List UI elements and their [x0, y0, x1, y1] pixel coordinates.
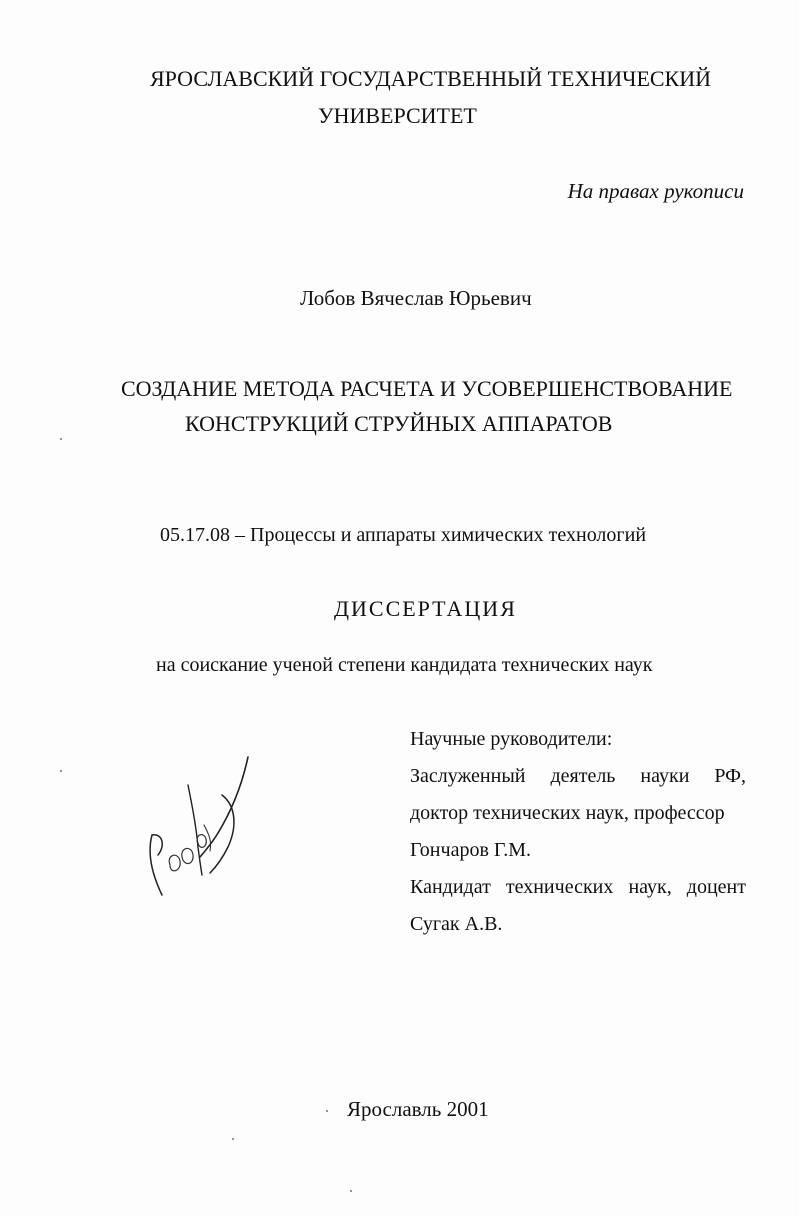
supervisor-2-title-word: доцент: [686, 876, 746, 898]
supervisor-2-title-word: технических: [505, 876, 614, 898]
document-type: ДИССЕРТАЦИЯ: [334, 596, 517, 621]
dissertation-title-line2: КОНСТРУКЦИЙ СТРУЙНЫХ АППАРАТОВ: [185, 411, 613, 436]
author-name: Лобов Вячеслав Юрьевич: [300, 286, 532, 310]
supervisors-block: [410, 726, 746, 948]
scan-speck: [232, 1138, 234, 1140]
supervisor-1-title-word: деятель: [550, 765, 616, 787]
manuscript-note: На правах рукописи: [567, 179, 744, 203]
supervisor-1-title-word: науки: [640, 765, 690, 787]
scan-speck: [60, 438, 62, 440]
scan-speck: [350, 1190, 352, 1192]
degree-statement: на соискание ученой степени кандидата технических наук: [156, 654, 653, 676]
scan-speck: [326, 1110, 328, 1112]
supervisor-1-degree: доктор технических наук, профессор: [410, 802, 725, 824]
dissertation-title-line1: СОЗДАНИЕ МЕТОДА РАСЧЕТА И УСОВЕРШЕНСТВОВАНИЕ: [121, 376, 733, 401]
supervisor-2-title: [410, 874, 746, 911]
supervisor-1-title: [410, 763, 746, 800]
supervisor-2-title-word: наук,: [628, 876, 672, 898]
handwritten-signature: [140, 755, 260, 905]
supervisors-heading: Научные руководители:: [410, 728, 613, 750]
university-name-line2: УНИВЕРСИТЕТ: [318, 103, 477, 128]
supervisor-1-name: Гончаров Г.М.: [410, 839, 531, 861]
city-and-year: Ярославль 2001: [347, 1097, 489, 1121]
supervisor-2-title-word: Кандидат: [410, 876, 491, 898]
specialty-code: 05.17.08 – Процессы и аппараты химических технологий: [160, 524, 647, 546]
supervisor-1-title-word: Заслуженный: [410, 765, 526, 787]
supervisor-1-title-word: РФ,: [714, 765, 746, 787]
scan-speck: [60, 770, 62, 772]
supervisor-2-name: Сугак А.В.: [410, 913, 503, 935]
university-name-line1: ЯРОСЛАВСКИЙ ГОСУДАРСТВЕННЫЙ ТЕХНИЧЕСКИЙ: [150, 66, 711, 91]
